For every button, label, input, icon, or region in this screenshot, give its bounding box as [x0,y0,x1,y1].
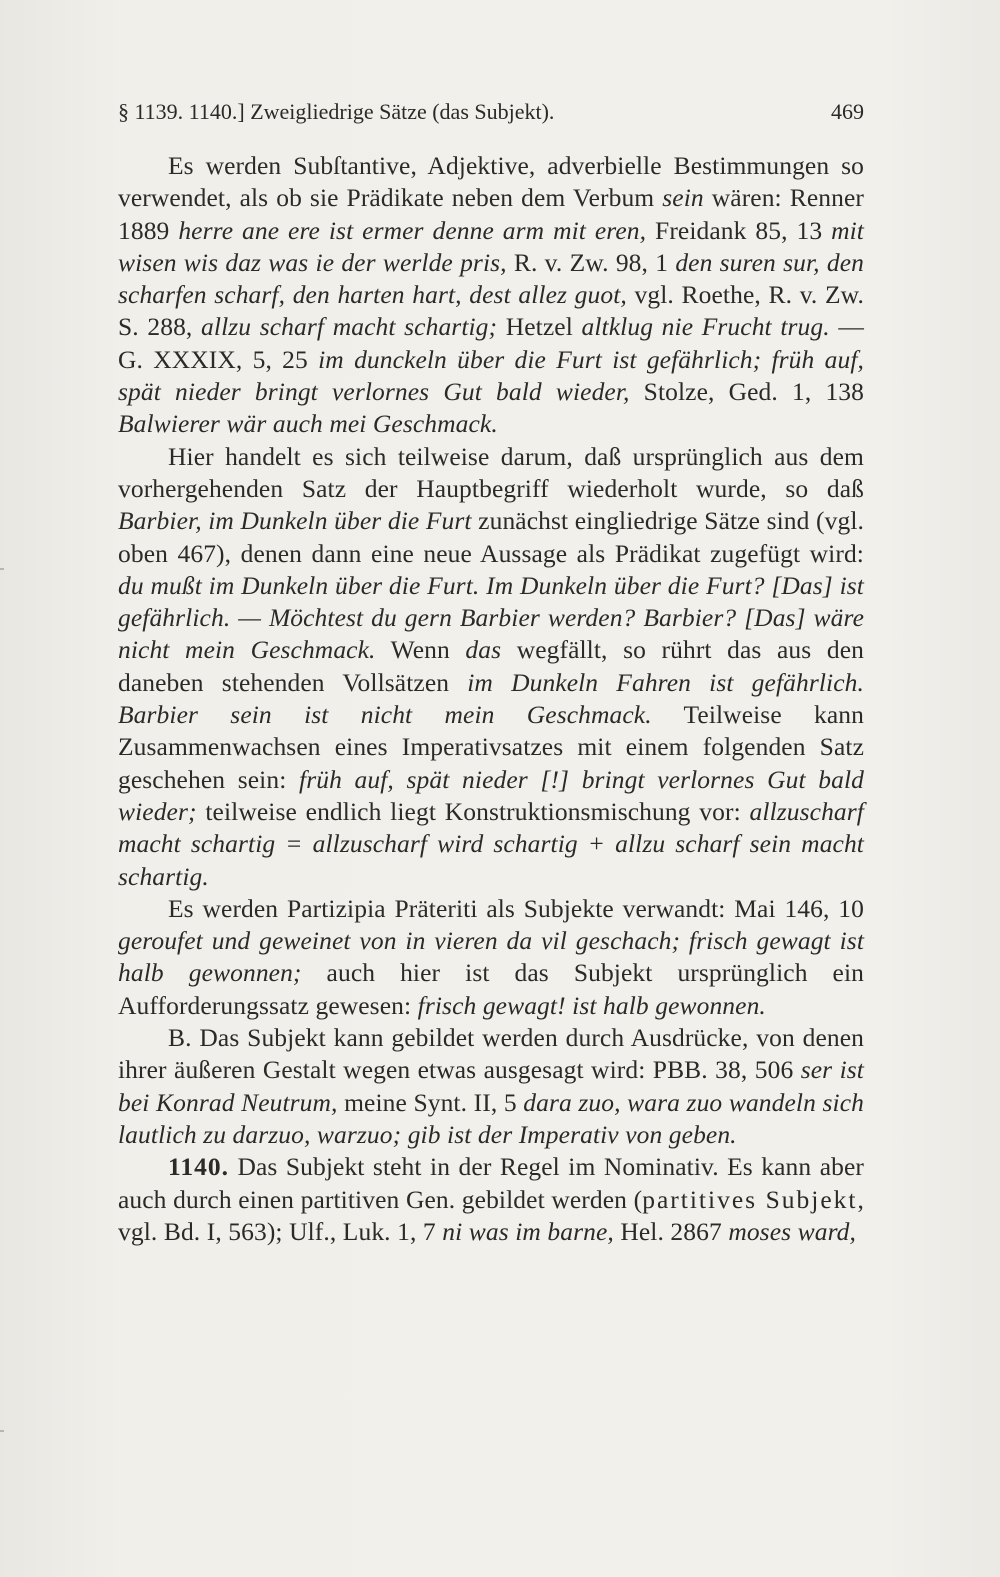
paragraph-section-1140 [118,1151,864,1248]
citation-italic: allzu scharf macht schartig; [201,312,498,342]
paragraph-adjectives-as-subjects [118,150,864,441]
text-span: vgl. Roethe, R. v. Zw. S. 288, [118,280,865,342]
text-span: Das Subjekt steht in der Regel im Nominativ. Es kann aber auch durch einen partitiven Gen. gebildet werden ( [118,1152,864,1214]
citation-italic: Balwierer wär auch mei Geschmack. [118,409,498,439]
text-span: Es werden Subſtantive, Adjektive, adverbielle Bestimmungen so verwendet, als ob sie Prädikate neben dem Verbum [118,151,864,213]
main-text [118,150,864,1248]
text-span: zunächst eingliedrige Sätze sind (vgl. oben 467), denen dann eine neue Aussage als Prädikat zugefügt wird: [118,506,864,568]
citation-italic: ser ist bei Konrad Neutrum, [118,1055,864,1117]
citation-italic: herre ane ere ist ermer denne arm mit eren, [178,215,647,245]
text-span: B. Das Subjekt kann gebildet werden durch Ausdrücke, von denen ihrer äußeren Gestalt wegen etwas ausgesagt wird: PBB. 38, 506 [118,1023,864,1085]
text-span: Stolze, Ged. 1, 138 [643,377,865,407]
spaced-term: partitives Subjekt [642,1184,858,1214]
text-span: auch hier ist das Subjekt ursprünglich ein Aufforderungssatz gewesen: [118,958,864,1020]
text-span: teilweise endlich liegt Konstruktionsmischung vor: [205,796,741,826]
text-span: Wenn [390,635,450,665]
page-number: 469 [831,99,864,124]
text-span: Hetzel [505,312,573,342]
section-reference: § 1139. 1140.] Zweigliedrige Sätze (das Subjekt). [118,99,555,124]
text-span: R. v. Zw. 98, 1 [513,247,669,277]
citation-italic: frisch gewagt! ist halb gewonnen. [417,990,766,1020]
text-span: — G. XXXIX, 5, 25 [118,312,864,374]
section-number: 1140. [168,1152,229,1182]
citation-italic: altklug nie Frucht trug. [581,312,830,342]
citation-italic: im Dunkeln Fahren ist gefährlich. Barbier sein ist nicht mein Geschmack. [118,667,864,730]
citation-italic: im dunckeln über die Furt ist gefährlich; früh auf, spät nieder bringt verlornes Gut bald wieder, [118,344,864,407]
paragraph-participles [118,893,864,1022]
paragraph-expressions [118,1022,864,1151]
citation-italic: geroufet und geweinet von in vieren da vil geschach; frisch gewagt ist halb gewonnen; [118,926,864,988]
citation-italic: den suren sur, den scharfen scharf, den harten hart, dest allez guot, [118,247,864,310]
text-span: Teilweise kann Zusammenwachsen eines Imperativsatzes mit einem folgenden Satz geschehen sein: [118,700,864,794]
text-span: Es werden Partizipia Präteriti als Subjekte verwandt: Mai 146, 10 [168,893,864,923]
citation-italic: das [465,635,502,665]
citation-italic: du mußt im Dunkeln über die Furt. Im Dunkeln über die Furt? [Das] ist gefährlich. — Möchtest du gern Barbier werden? Barbier? [Das] wäre nicht mein Geschmack. [118,570,864,665]
text-span: Hier handelt es sich teilweise darum, daß ursprünglich aus dem vorhergehenden Satz der Hauptbegriff wiederholt wurde, so daß [118,441,864,503]
text-span: Hel. 2867 [620,1216,722,1246]
text-span: wären: Renner 1889 [118,183,864,245]
citation-italic: früh auf, spät nieder [!] bringt verlornes Gut bald wieder; [118,764,864,826]
text-span: meine Synt. II, 5 [344,1087,517,1117]
text-span: Freidank 85, 13 [655,215,823,245]
citation-italic: Barbier, im Dunkeln über die Furt [118,506,472,536]
text-span: , vgl. Bd. I, 563); Ulf., Luk. 1, 7 [118,1184,865,1246]
citation-italic: sein [662,183,704,213]
citation-italic: dara zuo, wara zuo wandeln sich lautlich zu darzuo, warzuo; gib ist der Imperativ von geben. [118,1087,864,1149]
text-span: wegfällt, so rührt das aus den daneben stehenden Vollsätzen [118,635,864,697]
page-edge-mark [0,568,4,570]
running-header [118,94,864,130]
citation-italic: mit wisen wis daz was ie der werlde pris, [118,215,864,277]
citation-italic: ni was im barne, [442,1216,614,1246]
citation-italic: allzuscharf macht schartig = allzuscharf wird schartig + allzu scharf sein macht schartig. [118,796,864,891]
page-edge-mark [0,1430,4,1432]
citation-italic: moses ward, [728,1216,856,1246]
paragraph-explanation [118,441,864,893]
